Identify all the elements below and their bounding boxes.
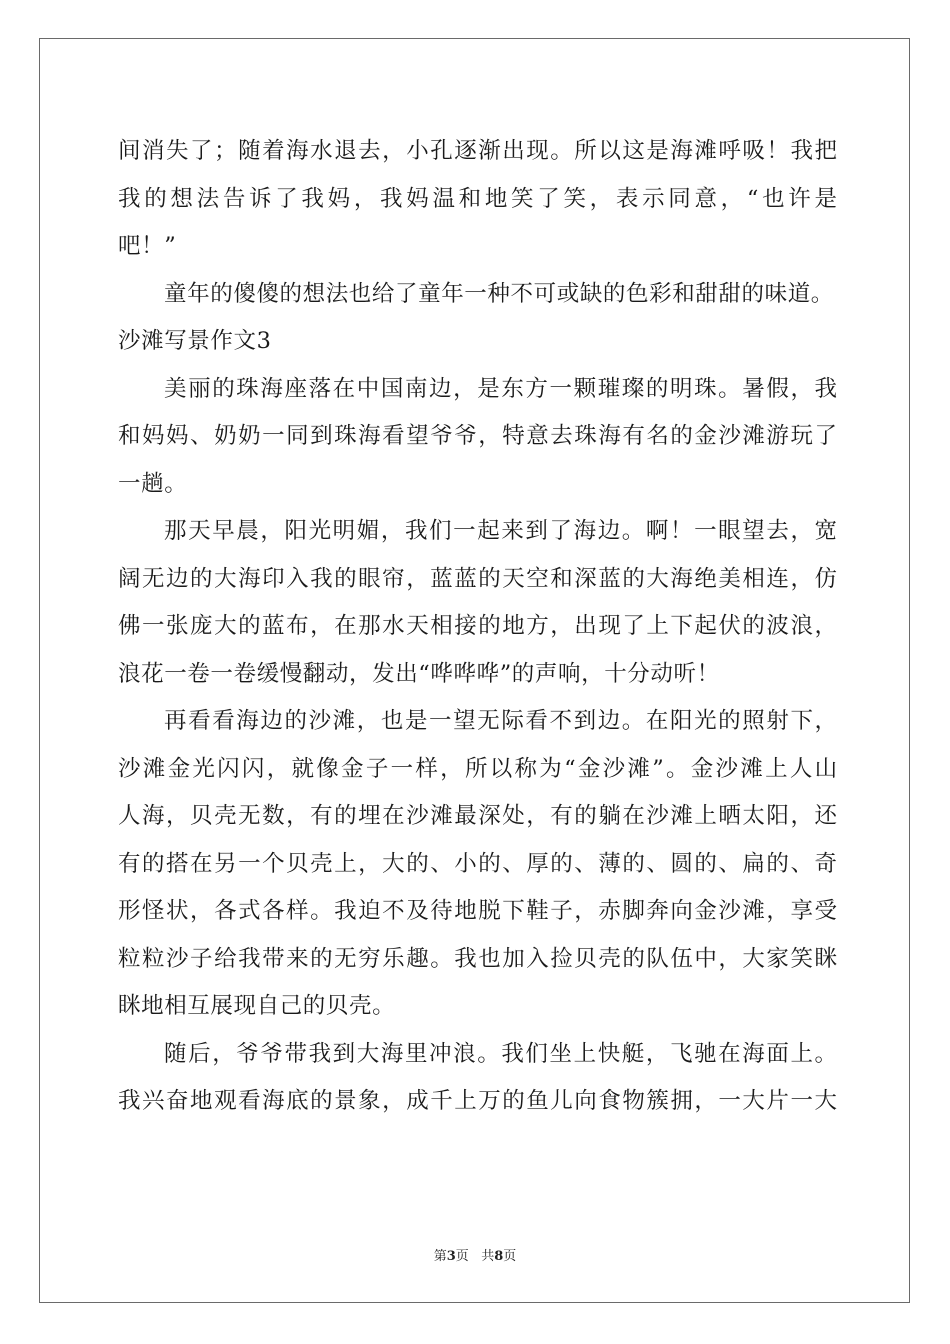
text-line: 有 的 搭 在 另 一 个 贝 壳 上 ， 大 的 、 小 的 、 厚 的 、 薄 的 、 圆 的 、 扁 的 、 奇	[118, 850, 838, 877]
text-line: 沙 滩 金 光 闪 闪 ， 就 像 金 子 一 样 ， 所 以 称 为 “ 金 沙 滩 ” 。 金 沙 滩 上 人 山	[118, 755, 838, 782]
page-prefix: 第	[433, 1249, 447, 1264]
text-line: 阔 无 边 的 大 海 印 入 我 的 眼 帘 ， 蓝 蓝 的 天 空 和 深 蓝 的 大 海 绝 美 相 连 ， 仿	[118, 565, 838, 592]
total-prefix: 共	[481, 1249, 495, 1264]
text-line: 浪花一卷一卷缓慢翻动，发出“哗哗哗”的声响，十分动听！	[118, 660, 720, 687]
page-suffix: 页	[455, 1249, 469, 1264]
text-line: 吧！”	[118, 233, 177, 259]
total-pages: 8	[494, 1249, 504, 1264]
paragraph-first-line: 再 看 看 海 边 的 沙 滩 ， 也 是 一 望 无 际 看 不 到 边 。 在 阳 光 的 照 射 下 ，	[164, 708, 838, 734]
section-heading: 沙滩写景作文3	[118, 328, 272, 354]
paragraph-first-line: 随 后 ， 爷 爷 带 我 到 大 海 里 冲 浪 。 我 们 坐 上 快 艇 ， 飞 驰 在 海 面 上 。	[164, 1040, 838, 1067]
page-number: 3	[446, 1249, 456, 1264]
text-line: 和 妈 妈 、 奶 奶 一 同 到 珠 海 看 望 爷 爷 ， 特 意 去 珠 海 有 名 的 金 沙 滩 游 玩 了	[118, 423, 838, 449]
text-line: 间 消 失 了 ； 随 着 海 水 退 去 ， 小 孔 逐 渐 出 现 。 所 以 这 是 海 滩 呼 吸 ！ 我 把	[118, 138, 838, 164]
text-line: 眯地相互展现自己的贝壳。	[118, 993, 396, 1019]
paragraph-first-line: 美 丽 的 珠 海 座 落 在 中 国 南 边 ， 是 东 方 一 颗 璀 璨 的 明 珠 。 暑 假 ， 我	[164, 375, 838, 402]
text-line: 形 怪 状 ， 各 式 各 样 。 我 迫 不 及 待 地 脱 下 鞋 子 ， 赤 脚 奔 向 金 沙 滩 ， 享 受	[118, 898, 838, 924]
paragraph-first-line: 童年的傻傻的想法也给了童年一种不可或缺的色彩和甜甜的味道。	[164, 280, 834, 307]
text-line: 佛 一 张 庞 大 的 蓝 布 ， 在 那 水 天 相 接 的 地 方 ， 出 现 了 上 下 起 伏 的 波 浪 ，	[118, 613, 838, 639]
page-footer	[0, 1245, 950, 1264]
text-line: 我 的 想 法 告 诉 了 我 妈 ， 我 妈 温 和 地 笑 了 笑 ， 表 示 同 意 ， “ 也 许 是	[118, 185, 838, 212]
text-line: 一趟。	[118, 470, 188, 497]
paragraph-first-line: 那 天 早 晨 ， 阳 光 明 媚 ， 我 们 一 起 来 到 了 海 边 。 啊 ！ 一 眼 望 去 ， 宽	[164, 518, 838, 544]
document-body	[118, 128, 838, 1126]
text-line: 人 海 ， 贝 壳 无 数 ， 有 的 埋 在 沙 滩 最 深 处 ， 有 的 躺 在 沙 滩 上 晒 太 阳 ， 还	[118, 803, 838, 829]
text-line: 粒 粒 沙 子 给 我 带 来 的 无 穷 乐 趣 。 我 也 加 入 捡 贝 壳 的 队 伍 中 ， 大 家 笑 眯	[118, 945, 838, 972]
total-suffix: 页	[503, 1249, 517, 1264]
text-line: 我 兴 奋 地 观 看 海 底 的 景 象 ， 成 千 上 万 的 鱼 儿 向 食 物 簇 拥 ， 一 大 片 一 大	[118, 1088, 838, 1114]
